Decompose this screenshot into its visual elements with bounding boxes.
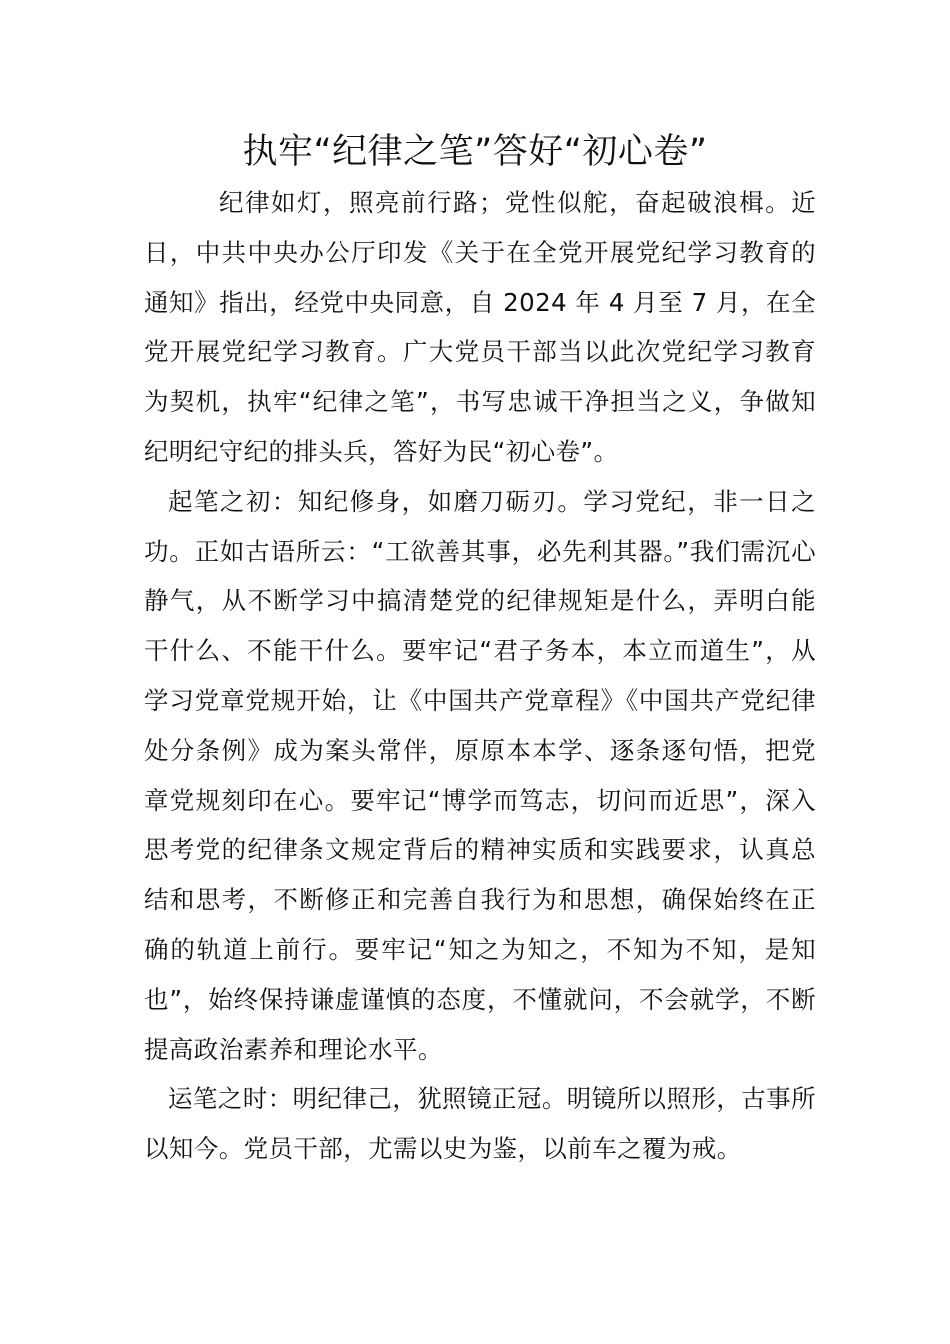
document-title: 执牢“纪律之笔”答好“初心卷”: [242, 132, 708, 172]
paragraph-intro: 纪律如灯，照亮前行路；党性似舵，奋起破浪楫。近日，中共中央办公厅印发《关于在全党开展党纪学习教育的通知》指出，经党中央同意，自 2024 年 4 月至 7 月，在全党开展党纪学习教育。广大党员干部当以此次党纪学习教育为契机，执牢“纪律之笔”，书写忠诚干净担当之义，争做知纪明纪守纪的排头兵，答好为民“初心卷”。: [144, 188, 816, 466]
paragraph-know-discipline: 起笔之初：知纪修身，如磨刀砺刃。学习党纪，非一日之功。正如古语所云：“工欲善其事，必先利其器。”我们需沉心静气，从不断学习中搞清楚党的纪律规矩是什么，弄明白能干什么、不能干什么。要牢记“君子务本，本立而道生”，从学习党章党规开始，让《中国共产党章程》《中国共产党纪律处分条例》成为案头常伴，原原本本学、逐条逐句悟，把党章党规刻印在心。要牢记“博学而笃志，切问而近思”，深入思考党的纪律条文规定背后的精神实质和实践要求，认真总结和思考，不断修正和完善自我行为和思想，确保始终在正确的轨道上前行。要牢记“知之为知之，不知为不知，是知也”，始终保持谦虚谨慎的态度，不懂就问，不会就学，不断提高政治素养和理论水平。: [144, 486, 816, 1064]
document-body: [144, 178, 816, 1174]
paragraph-apply-discipline: 运笔之时：明纪律己，犹照镜正冠。明镜所以照形，古事所以知今。党员干部，尤需以史为鉴，以前车之覆为戒。: [144, 1084, 816, 1164]
